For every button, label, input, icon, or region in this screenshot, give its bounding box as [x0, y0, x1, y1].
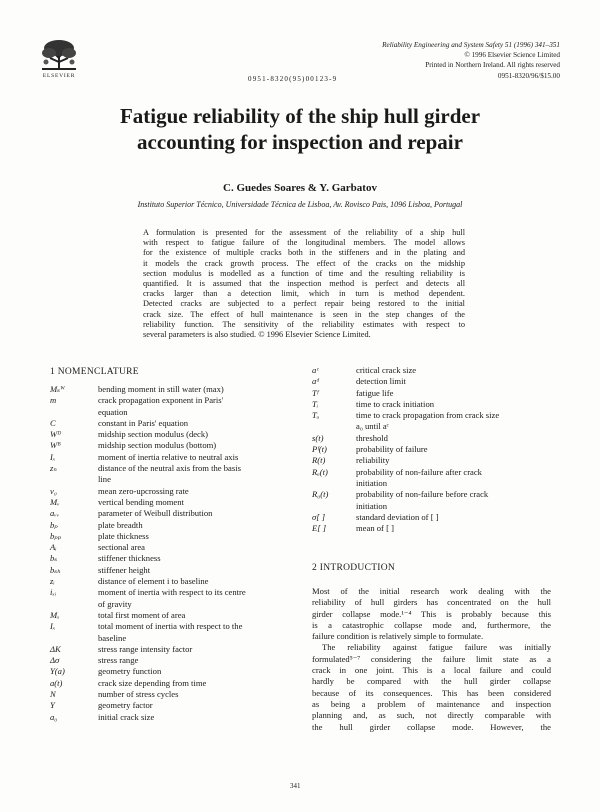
nomenclature-entry	[50, 610, 298, 621]
abstract-line: cracks larger than a detection limit, which in turn is method dependent.	[143, 289, 465, 299]
nomenclature-entry	[312, 455, 556, 466]
nomenclature-definition	[98, 395, 298, 418]
title-line: Fatigue reliability of the ship hull girder	[119, 104, 481, 128]
definition-line: mean zero-upcrossing rate	[98, 485, 189, 496]
abstract-line: several parameters is also studied. © 1996 Elsevier Science Limited.	[143, 330, 371, 340]
nomenclature-entry	[312, 410, 556, 433]
definition-line: total first moment of area	[98, 609, 186, 620]
definition-line: initial crack size	[98, 711, 155, 722]
definition-line: midship section modulus (bottom)	[98, 440, 217, 451]
nomenclature-definition	[98, 452, 298, 463]
definition-line: baseline	[98, 632, 127, 643]
nomenclature-entry	[312, 444, 556, 455]
nomenclature-symbol: Y(a)	[50, 666, 65, 677]
nomenclature-symbol: bₛₕ	[50, 564, 61, 575]
nomenclature-symbol: Δσ	[50, 655, 60, 666]
nomenclature-symbol: σ[ ]	[312, 511, 326, 522]
nomenclature-definition	[98, 542, 298, 553]
nomenclature-definition	[98, 429, 298, 440]
journal-line: Printed in Northern Ireland. All rights reserved	[425, 61, 560, 70]
abstract-line: it models the crack growth process. The effect of the cracks on the midship	[143, 258, 465, 268]
abstract-line: section modulus is modelled as a function of time and the resulting reliability is	[143, 268, 465, 278]
section-heading-introduction: 2 INTRODUCTION	[312, 563, 396, 573]
nomenclature-list-left	[50, 384, 298, 723]
nomenclature-entry	[312, 365, 556, 376]
abstract-line: Detected cracks are subjected to a perfect repair being restored to the initial	[143, 299, 465, 309]
nomenclature-entry	[50, 531, 298, 542]
nomenclature-symbol: bₚ	[50, 519, 58, 530]
definition-line: moment of inertia relative to neutral axis	[98, 451, 239, 462]
nomenclature-symbol: s(t)	[312, 432, 324, 443]
definition-line: stress range intensity factor	[98, 643, 193, 654]
introduction-text	[312, 586, 551, 733]
nomenclature-definition	[98, 655, 298, 666]
nomenclature-entry	[50, 497, 298, 508]
definition-line: probability of non-failure after crack	[356, 466, 482, 477]
paper-title	[30, 103, 570, 155]
definition-line: plate thickness	[98, 530, 149, 541]
definition-line: geometry factor	[98, 700, 153, 711]
nomenclature-entry	[312, 512, 556, 523]
definition-line: equation	[98, 406, 128, 417]
nomenclature-entry	[50, 644, 298, 655]
nomenclature-entry	[50, 508, 298, 519]
abstract-line: crack size. The effect of hull maintenance is seen in the step changes of the	[143, 309, 465, 319]
nomenclature-definition	[98, 508, 298, 519]
definition-line: parameter of Weibull distribution	[98, 508, 213, 519]
nomenclature-entry	[50, 712, 298, 723]
abstract-line: with respect to fatigue failure of the longitudinal members. The model allows	[143, 238, 465, 248]
title-line: accounting for inspection and repair	[137, 130, 463, 154]
nomenclature-definition	[356, 365, 556, 376]
section-heading-nomenclature: 1 NOMENCLATURE	[50, 367, 139, 377]
definition-line: plate breadth	[98, 519, 143, 530]
definition-line: detection limit	[356, 376, 406, 387]
nomenclature-definition	[98, 610, 298, 621]
nomenclature-symbol: C	[50, 417, 56, 428]
introduction-line: as being a problem of maintenance and inspection	[312, 698, 551, 709]
introduction-line: girder collapse mode.¹⁻⁴ This is probably because this	[312, 608, 551, 619]
definition-line: time to crack initiation	[356, 398, 435, 409]
nomenclature-definition	[98, 531, 298, 542]
definition-line: of gravity	[98, 598, 132, 609]
nomenclature-definition	[98, 520, 298, 531]
nomenclature-entry	[50, 553, 298, 564]
nomenclature-definition	[356, 388, 556, 399]
nomenclature-entry	[50, 463, 298, 486]
nomenclature-definition	[356, 399, 556, 410]
definition-line: line	[98, 474, 111, 485]
nomenclature-entry	[50, 576, 298, 587]
nomenclature-entry	[312, 523, 556, 534]
definition-line: constant in Paris' equation	[98, 417, 189, 428]
nomenclature-definition	[98, 497, 298, 508]
introduction-line: failure condition is relatively simple to formulate.	[312, 631, 484, 642]
nomenclature-entry	[50, 587, 298, 610]
nomenclature-entry	[50, 700, 298, 711]
nomenclature-entry	[50, 655, 298, 666]
introduction-line: hardly be compared with the hull girder collapse	[312, 676, 551, 687]
definition-line: reliability	[356, 455, 390, 466]
nomenclature-definition	[98, 553, 298, 564]
definition-line: bending moment in still water (max)	[98, 384, 224, 394]
nomenclature-definition	[98, 666, 298, 677]
nomenclature-symbol: aᵈ	[312, 376, 319, 387]
nomenclature-list-right	[312, 365, 556, 534]
nomenclature-definition	[98, 384, 298, 395]
introduction-line: Most of the initial research work dealing with the	[312, 586, 551, 596]
nomenclature-symbol: Mₛᵂ	[50, 384, 65, 394]
nomenclature-definition	[98, 565, 298, 576]
nomenclature-entry	[312, 467, 556, 490]
definition-line: midship section modulus (deck)	[98, 429, 209, 440]
nomenclature-symbol: Wᴰ	[50, 429, 62, 440]
nomenclature-entry	[50, 565, 298, 576]
introduction-line: reliability of hull girders has concentrated on the hull	[312, 597, 551, 608]
nomenclature-symbol: Mᵥ	[50, 496, 60, 507]
nomenclature-symbol: zₙ	[50, 463, 57, 474]
nomenclature-entry	[50, 666, 298, 677]
publisher-logo	[38, 38, 80, 79]
nomenclature-entry	[50, 542, 298, 553]
nomenclature-definition	[98, 486, 298, 497]
nomenclature-definition	[98, 576, 298, 587]
nomenclature-symbol: Y	[50, 700, 55, 711]
nomenclature-symbol: Rₐ(t)	[312, 466, 328, 477]
nomenclature-definition	[356, 455, 556, 466]
nomenclature-definition	[356, 444, 556, 455]
definition-line: vertical bending moment	[98, 496, 184, 507]
nomenclature-definition	[356, 410, 556, 433]
nomenclature-symbol: Iₓ	[50, 621, 56, 632]
definition-line: time to crack propagation from crack size	[356, 410, 500, 421]
nomenclature-entry	[50, 395, 298, 418]
nomenclature-entry	[312, 388, 556, 399]
nomenclature-symbol: bₛ	[50, 553, 58, 564]
nomenclature-symbol: aᵥᵥ	[50, 508, 60, 519]
definition-line: number of stress cycles	[98, 689, 179, 700]
nomenclature-definition	[98, 700, 298, 711]
nomenclature-definition	[98, 440, 298, 451]
nomenclature-symbol: iₓᵢ	[50, 587, 57, 598]
nomenclature-entry	[50, 689, 298, 700]
introduction-line: The reliability against fatigue failure was initially	[322, 642, 551, 653]
journal-citation	[360, 40, 560, 81]
nomenclature-symbol: Wᴮ	[50, 440, 61, 451]
nomenclature-symbol: bₚₚ	[50, 530, 62, 541]
introduction-line: because of its consequences. This has been considered	[312, 687, 551, 698]
definition-line: critical crack size	[356, 365, 417, 375]
definition-line: initiation	[356, 500, 388, 511]
nomenclature-entry	[50, 486, 298, 497]
introduction-line: formulated⁵⁻⁷ considering the failure limit state as a	[312, 653, 551, 664]
journal-line: Reliability Engineering and System Safety 51 (1996) 341–351	[382, 41, 560, 49]
definition-line: threshold	[356, 432, 388, 443]
nomenclature-symbol: R₀(t)	[312, 489, 329, 500]
introduction-line: the hull girder collapse mode. However, the	[312, 721, 551, 732]
nomenclature-definition	[356, 523, 556, 534]
nomenclature-definition	[98, 689, 298, 700]
nomenclature-entry	[312, 399, 556, 410]
definition-line: stiffener thickness	[98, 553, 161, 564]
nomenclature-symbol: E[ ]	[312, 523, 327, 534]
nomenclature-symbol: Tᶠ	[312, 387, 319, 398]
definition-line: mean of [ ]	[356, 523, 394, 534]
definition-line: a₀ until aᶜ	[356, 421, 389, 432]
nomenclature-symbol: Aᵢ	[50, 542, 57, 553]
definition-line: probability of failure	[356, 444, 428, 455]
nomenclature-definition	[356, 467, 556, 490]
nomenclature-symbol: aᶜ	[312, 365, 319, 375]
definition-line: stiffener height	[98, 564, 151, 575]
nomenclature-symbol: a(t)	[50, 677, 63, 688]
nomenclature-definition	[98, 644, 298, 655]
abstract-line: quantified. It is assumed that the inspection method is perfect and detects all	[143, 279, 465, 289]
definition-line: distance of the neutral axis from the basis	[98, 463, 241, 474]
definition-line: standard deviation of [ ]	[356, 511, 439, 522]
nomenclature-definition	[98, 712, 298, 723]
nomenclature-entry	[312, 376, 556, 387]
definition-line: distance of element i to baseline	[98, 576, 209, 587]
abstract-line: A formulation is presented for the assessment of the reliability of a ship hull	[143, 228, 465, 237]
nomenclature-symbol: Pᶠ(t)	[312, 444, 327, 455]
nomenclature-definition	[98, 621, 298, 644]
definition-line: moment of inertia with respect to its centre	[98, 587, 246, 598]
definition-line: total moment of inertia with respect to the	[98, 621, 243, 632]
nomenclature-symbol: ΔK	[50, 643, 61, 654]
definition-line: crack propagation exponent in Paris'	[98, 395, 224, 406]
nomenclature-entry	[50, 418, 298, 429]
introduction-line: planning and, as such, not directly comparable with	[312, 710, 551, 721]
journal-line: 0951-8320/96/$15.00	[497, 71, 560, 80]
nomenclature-entry	[50, 440, 298, 451]
definition-line: stress range	[98, 655, 139, 666]
affiliation: Instituto Superior Técnico, Universidade Técnica de Lisboa, Av. Rovisco Pais, 1096 Lisboa, Portugal	[137, 200, 463, 209]
nomenclature-entry	[50, 621, 298, 644]
definition-line: sectional area	[98, 542, 145, 553]
journal-line: © 1996 Elsevier Science Limited	[464, 51, 560, 60]
introduction-line: is a catastrophic collapse mode and, furthermore, the	[312, 619, 551, 630]
nomenclature-entry	[50, 520, 298, 531]
abstract-line: reliability function. The sensitivity of the reliability estimates with respect to	[143, 319, 465, 329]
issn-code: 0951-8320(95)00123-9	[248, 75, 338, 83]
nomenclature-entry	[50, 384, 298, 395]
nomenclature-entry	[50, 678, 298, 689]
nomenclature-symbol: zᵢ	[50, 576, 55, 587]
definition-line: initiation	[356, 477, 388, 488]
nomenclature-symbol: m	[50, 395, 57, 406]
introduction-line: crack in one joint. This is a local failure and could	[312, 665, 551, 676]
nomenclature-definition	[98, 678, 298, 689]
nomenclature-definition	[356, 489, 556, 512]
page-number: 341	[290, 782, 301, 790]
nomenclature-symbol: a₀	[50, 711, 58, 722]
nomenclature-definition	[98, 587, 298, 610]
nomenclature-definition	[356, 376, 556, 387]
elsevier-tree-icon	[38, 38, 80, 72]
publisher-name: ELSEVIER	[42, 73, 76, 79]
nomenclature-entry	[50, 452, 298, 463]
definition-line: geometry function	[98, 666, 162, 677]
nomenclature-symbol: Tₐ	[312, 410, 320, 421]
abstract	[143, 228, 465, 340]
definition-line: fatigue life	[356, 387, 394, 398]
nomenclature-symbol: Iₓ	[50, 451, 56, 462]
definition-line: probability of non-failure before crack	[356, 489, 489, 500]
nomenclature-symbol: R(t)	[312, 455, 326, 466]
nomenclature-definition	[356, 512, 556, 523]
definition-line: crack size depending from time	[98, 677, 207, 688]
nomenclature-symbol: N	[50, 689, 56, 700]
nomenclature-definition	[98, 463, 298, 486]
nomenclature-definition	[356, 433, 556, 444]
nomenclature-entry	[312, 433, 556, 444]
nomenclature-symbol: Mₓ	[50, 609, 60, 620]
nomenclature-definition	[98, 418, 298, 429]
nomenclature-symbol: Tᵢ	[312, 398, 319, 409]
abstract-line: for the existence of multiple cracks both in the stiffeners and in the plating and	[143, 248, 465, 258]
nomenclature-symbol: ν₀	[50, 485, 57, 496]
nomenclature-entry	[312, 489, 556, 512]
authors: C. Guedes Soares & Y. Garbatov	[223, 182, 377, 194]
nomenclature-entry	[50, 429, 298, 440]
